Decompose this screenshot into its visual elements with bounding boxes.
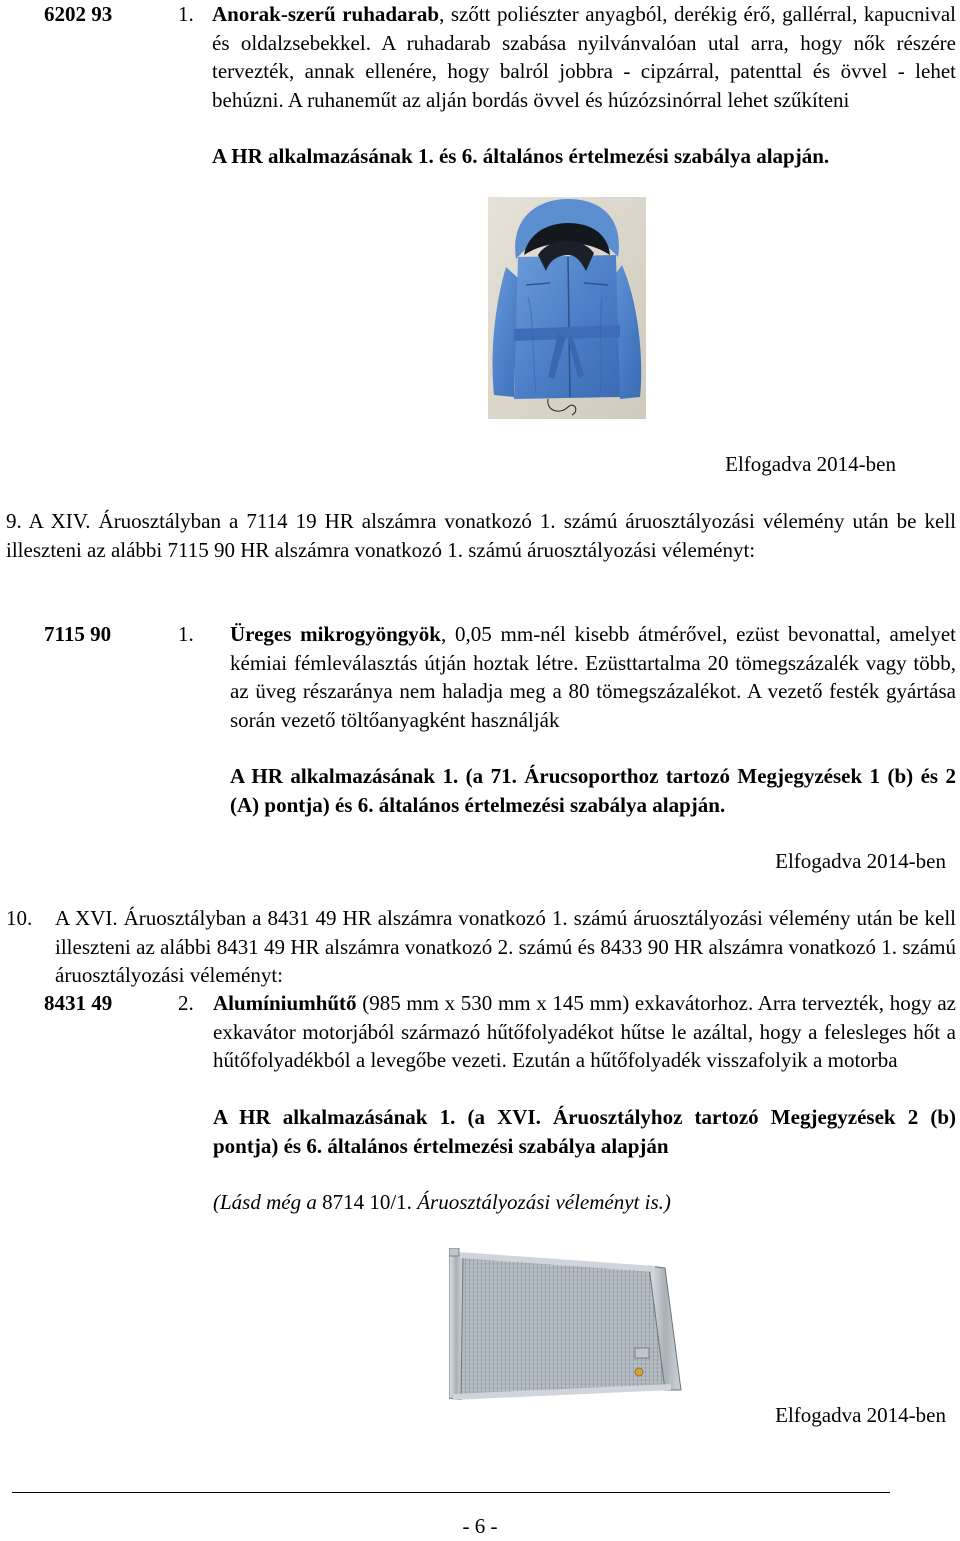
item-description: , 0,05 mm-nél kisebb átmérővel, ezüst bevonattal, amelyet kémiai fémleválasztás útján hoztak létre. Ezüsttartalma 20 tömegszázalék vagy több, az üveg részaránya nem haladja meg a 80 tömegszázalékot. A vezető festék gyártása során vezető töltőanyagként használják xyxy=(230,622,957,732)
item-number: 1. xyxy=(178,2,194,26)
item-title: Üreges mikrogyöngyök xyxy=(230,622,441,646)
accepted-note: Elfogadva 2014-ben xyxy=(775,1403,946,1427)
classification-text-anorak xyxy=(212,0,956,114)
accepted-note: Elfogadva 2014-ben xyxy=(775,849,946,873)
classification-text-microbeads xyxy=(230,620,956,734)
item-number: 1. xyxy=(178,622,194,646)
see-also-prefix: (Lásd még a xyxy=(213,1190,323,1214)
see-also-suffix: Áruosztályozási véleményt is.) xyxy=(411,1190,671,1214)
page-number: - 6 - xyxy=(462,1514,498,1538)
section-number: 10. xyxy=(6,906,33,930)
footer-rule xyxy=(12,1492,890,1493)
classification-text-radiator xyxy=(213,989,956,1075)
amendment-intro-xvi: A XVI. Áruosztályban a 8431 49 HR alszámra vonatkozó 1. számú áruosztályozási vélemény után be kell illeszteni az alábbi 8431 49 HR alszámra vonatkozó 2. számú és 8433 90 HR alszámra vonatkozó 1. számú áruosztályozási véleményt: xyxy=(55,906,956,987)
item-number: 2. xyxy=(178,991,194,1015)
code-7115-90: 7115 90 xyxy=(44,622,112,646)
item-title: Anorak-szerű ruhadarab xyxy=(212,2,440,26)
amendment-intro-xiv: 9. A XIV. Áruosztályban a 7114 19 HR alszámra vonatkozó 1. számú áruosztályozási vélemény után be kell illeszteni az alábbi 7115 90 HR alszámra vonatkozó 1. számú áruosztályozási véleményt: xyxy=(6,509,956,562)
legal-basis: A HR alkalmazásának 1. és 6. általános értelmezési szabálya alapján. xyxy=(212,144,830,168)
see-also-note xyxy=(213,1188,956,1217)
accepted-note: Elfogadva 2014-ben xyxy=(725,452,896,476)
item-description: (985 mm x 530 mm x 145 mm) exkavátorhoz. Arra tervezték, hogy az exkavátor motorjából származó hűtőfolyadékot hűtse le azáltal, hogy a felesleges hőt a hűtőfolyadékból a levegőbe vezeti. Ezután a hűtőfolyadék visszafolyik a motorba xyxy=(213,991,956,1072)
anorak-jacket-image xyxy=(488,197,646,419)
aluminium-radiator-image xyxy=(449,1248,683,1400)
legal-basis: A HR alkalmazásának 1. (a 71. Árucsoporthoz tartozó Megjegyzések 1 (b) és 2 (A) pontja) és 6. általános értelmezési szabálya alapján. xyxy=(230,764,956,817)
see-also-code: 8714 10/1. xyxy=(322,1190,412,1214)
item-description: , szőtt poliészter anyagból, derékig érő, gallérral, kapucnival és oldalzsebekkel. A ruhadarab szabása nyilvánvalóan utal arra, hogy nők részére tervezték, annak ellenére, hogy balról jobbra - cipzárral, patenttal és övvel - lehet behúzni. A ruhaneműt az alján bordás övvel és húzózsinórral lehet szűkíteni xyxy=(212,2,956,112)
item-title: Alumíniumhűtő xyxy=(213,991,357,1015)
legal-basis: A HR alkalmazásának 1. (a XVI. Áruosztályhoz tartozó Megjegyzések 2 (b) pontja) és 6. általános értelmezési szabálya alapján xyxy=(213,1105,956,1158)
code-6202-93: 6202 93 xyxy=(44,2,113,26)
code-8431-49: 8431 49 xyxy=(44,991,113,1015)
